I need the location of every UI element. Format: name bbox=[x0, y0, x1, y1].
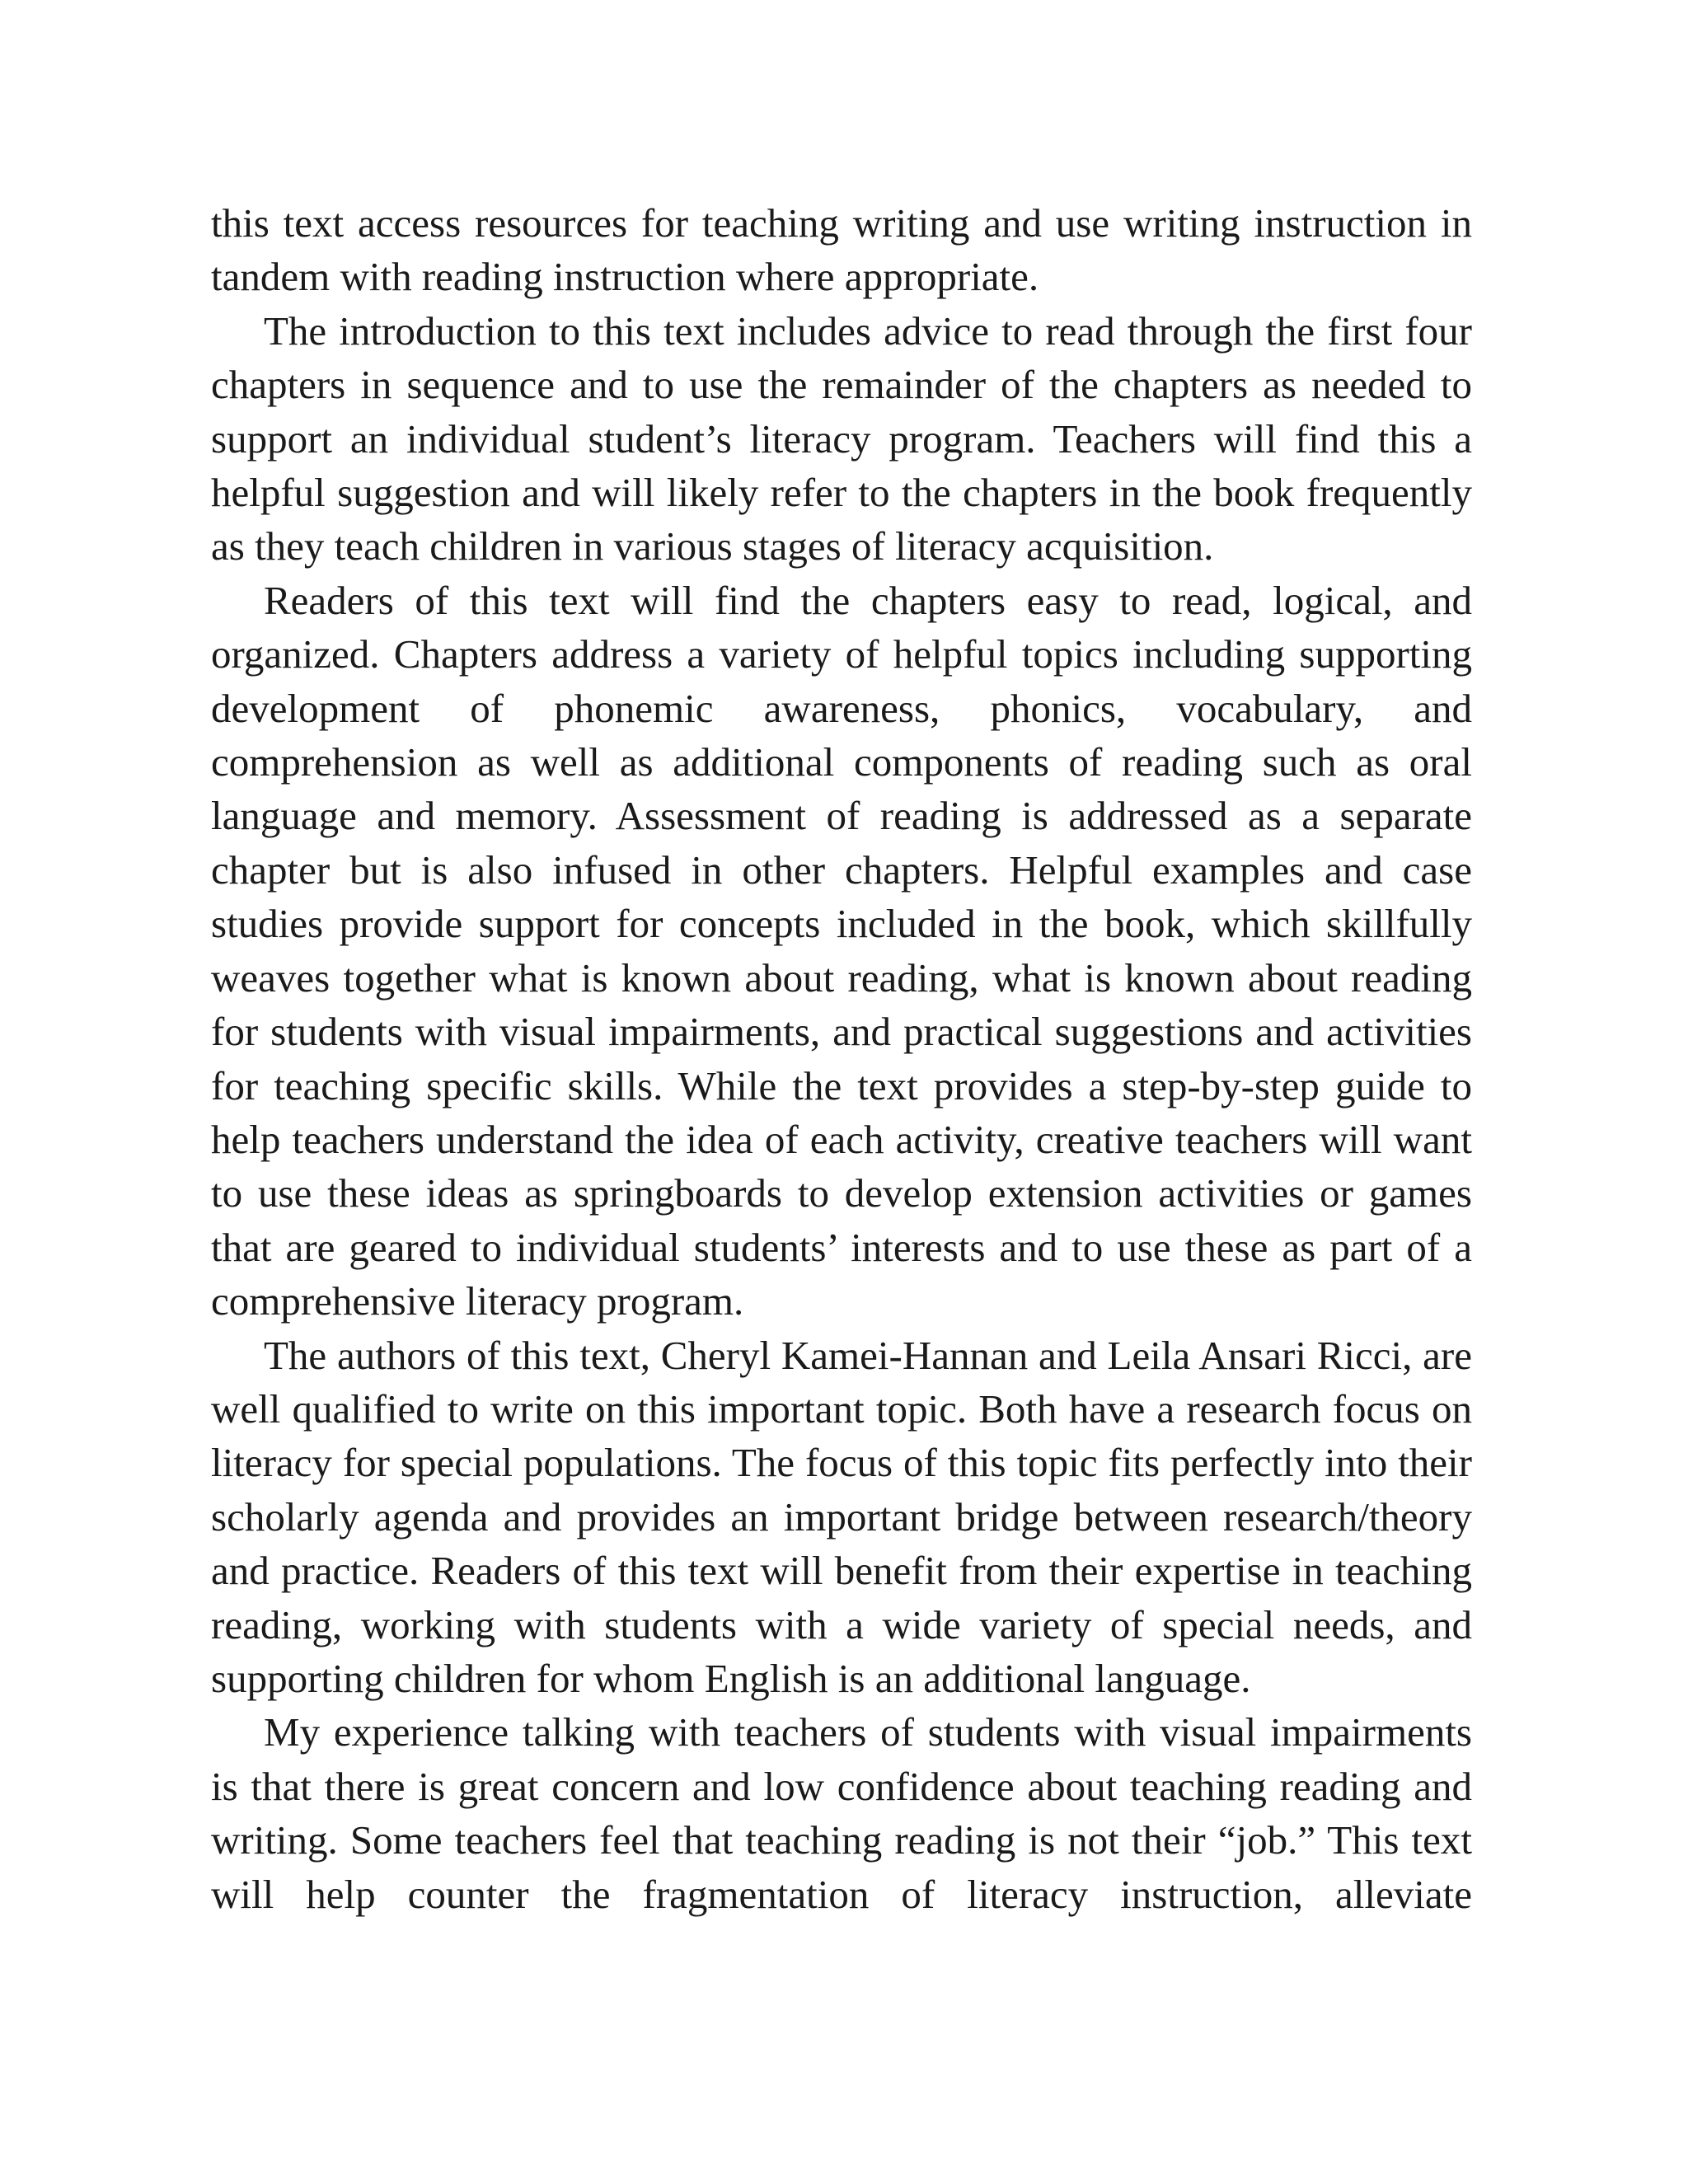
paragraph-experience: My experience talking with teachers of students with visual impairments is that there is great concern and low confidence about teaching reading and writing. Some teachers feel that teaching reading is not their “job.” This text will help counter the fragmentation of literacy instruction, alleviate bbox=[211, 1709, 1472, 1917]
paragraph-introduction-advice: The introduction to this text includes advice to read through the first four chapters in sequence and to use the remainder of the chapters as needed to support an individual student’s literacy program. Teachers will find this a helpful suggestion and will likely refer to the chapters in the book frequently as they teach children in various stages of literacy acquisition. bbox=[211, 307, 1472, 569]
paragraph-authors: The authors of this text, Cheryl Kamei-Hannan and Leila Ansari Ricci, are well qualified to write on this important topic. Both have a research focus on literacy for special populations. The focus of this topic fits perfectly into their scholarly agenda and provides an important bridge between research/theory and practice. Readers of this text will benefit from their expertise in teaching reading, working with students with a wide variety of special needs, and supporting children for whom English is an additional language. bbox=[211, 1332, 1472, 1701]
body-text bbox=[211, 196, 1472, 1921]
paragraph-chapters-overview: Readers of this text will find the chapters easy to read, logical, and organized. Chapters address a variety of helpful topics including supporting development of phonemic awareness, phonics, vocabulary, and comprehension as well as additional components of reading such as oral language and memory. Assessment of reading is addressed as a separate chapter but is also infused in other chapters. Helpful examples and case studies provide support for concepts included in the book, which skillfully weaves together what is known about reading, what is known about reading for students with visual impairments, and practical suggestions and activities for teaching specific skills. While the text provides a step-by-step guide to help teachers understand the idea of each activity, creative teachers will want to use these ideas as springboards to develop extension activities or games that are geared to individual students’ interests and to use these as part of a comprehensive literacy program. bbox=[211, 577, 1472, 1324]
paragraph-continued: this text access resources for teaching writing and use writing instruction in tandem with reading instruction where appropriate. bbox=[211, 200, 1472, 300]
